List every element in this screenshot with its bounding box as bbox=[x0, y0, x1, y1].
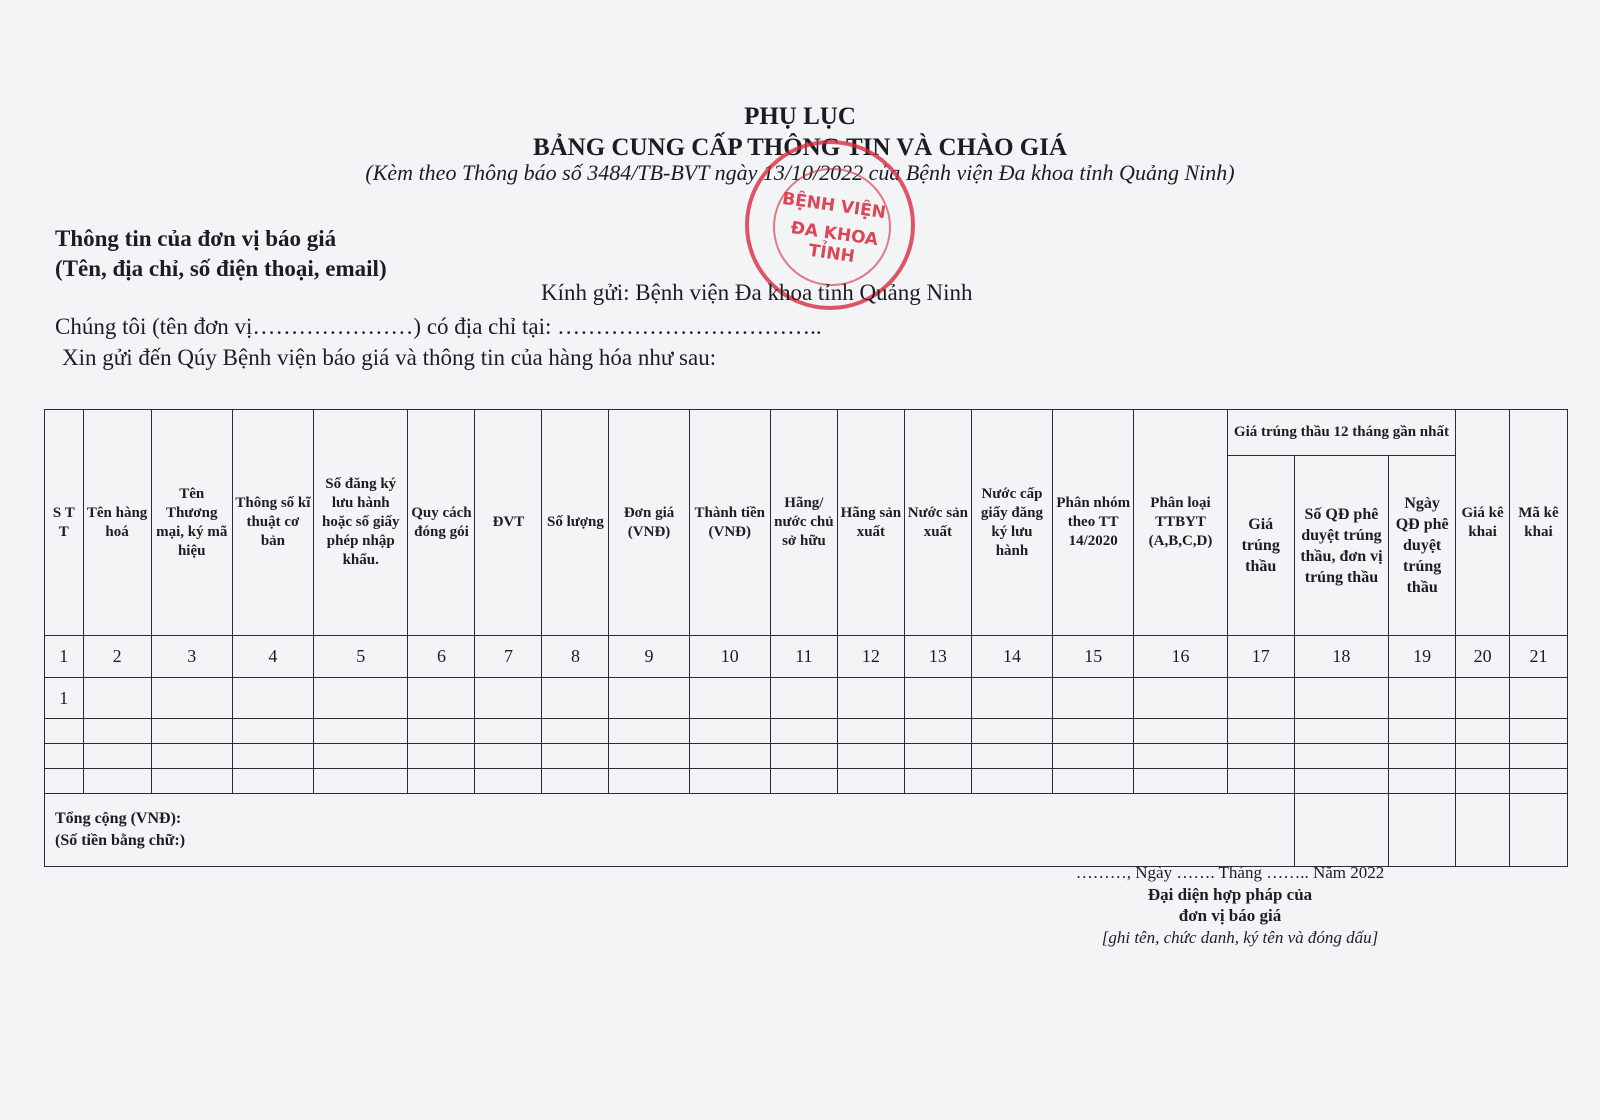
column-number: 21 bbox=[1509, 636, 1567, 678]
header-cell: Quy cách đóng gói bbox=[408, 410, 475, 636]
header-cell: Phân nhóm theo TT 14/2020 bbox=[1053, 410, 1134, 636]
column-number: 14 bbox=[971, 636, 1052, 678]
column-number: 4 bbox=[232, 636, 313, 678]
header-cell: Giá kê khai bbox=[1456, 410, 1510, 636]
header-cell: Nước cấp giấy đăng ký lưu hành bbox=[971, 410, 1052, 636]
column-number: 6 bbox=[408, 636, 475, 678]
column-number: 18 bbox=[1294, 636, 1388, 678]
signature-note: [ghi tên, chức danh, ký tên và đóng dấu] bbox=[1101, 928, 1379, 947]
column-number: 1 bbox=[45, 636, 84, 678]
header-cell: Số đăng ký lưu hành hoặc số giấy phép nhập khẩu. bbox=[314, 410, 408, 636]
column-number: 20 bbox=[1456, 636, 1510, 678]
header-cell: Tên Thương mại, ký mã hiệu bbox=[151, 410, 232, 636]
column-number: 7 bbox=[475, 636, 542, 678]
header-cell: Thông số kĩ thuật cơ bản bbox=[232, 410, 313, 636]
column-number: 5 bbox=[314, 636, 408, 678]
table-row bbox=[45, 719, 1568, 744]
header-cell: Đơn giá (VNĐ) bbox=[609, 410, 689, 636]
column-number: 2 bbox=[83, 636, 151, 678]
document-title: BẢNG CUNG CẤP THÔNG TIN VÀ CHÀO GIÁ bbox=[532, 134, 1068, 161]
header-cell: Thành tiền (VNĐ) bbox=[689, 410, 770, 636]
table-row bbox=[45, 677, 1568, 719]
subheader-cell: Ngày QĐ phê duyệt trúng thầu bbox=[1389, 455, 1456, 636]
column-number: 9 bbox=[609, 636, 689, 678]
signature-rep-2: đơn vị báo giá bbox=[1178, 906, 1282, 925]
document-subtitle: (Kèm theo Thông báo số 3484/TB-BVT ngày 13/10/2022 của Bệnh viện Đa khoa tỉnh Quảng Ninh) bbox=[365, 160, 1235, 185]
stamp-text-2: ĐA KHOA TỈNH bbox=[789, 218, 880, 268]
stamp-text-1: BỆNH VIỆN bbox=[780, 188, 888, 224]
header-cell: Hãng/ nước chủ sở hữu bbox=[770, 410, 837, 636]
request-line: Xin gửi đến Qúy Bệnh viện báo giá và thông tin của hàng hóa như sau: bbox=[62, 345, 717, 370]
appendix-title: PHỤ LỤC bbox=[744, 103, 856, 130]
total-amount-label: Tổng cộng (VNĐ): bbox=[55, 810, 182, 828]
column-number: 12 bbox=[837, 636, 904, 678]
header-cell: ĐVT bbox=[475, 410, 542, 636]
total-words-label: (Số tiền bằng chữ:) bbox=[55, 832, 186, 850]
column-number: 3 bbox=[151, 636, 232, 678]
column-number: 17 bbox=[1227, 636, 1294, 678]
subheader-cell: Giá trúng thầu bbox=[1227, 455, 1294, 636]
column-number: 19 bbox=[1389, 636, 1456, 678]
header-cell: S T T bbox=[45, 410, 84, 636]
header-cell: Phân loại TTBYT (A,B,C,D) bbox=[1134, 410, 1227, 636]
quotation-table bbox=[44, 409, 1568, 867]
header-cell: Số lượng bbox=[542, 410, 609, 636]
row-stt: 1 bbox=[45, 677, 84, 719]
header-cell: Mã kê khai bbox=[1509, 410, 1567, 636]
vendor-info-fields: (Tên, địa chỉ, số điện thoại, email) bbox=[55, 256, 387, 281]
intro-line: Chúng tôi (tên đơn vị…………………) có địa chỉ tại: …………………………….. bbox=[55, 314, 822, 339]
vendor-info-label: Thông tin của đơn vị báo giá bbox=[55, 226, 337, 251]
column-number: 8 bbox=[542, 636, 609, 678]
column-number: 11 bbox=[770, 636, 837, 678]
column-number: 13 bbox=[904, 636, 971, 678]
header-cell: Tên hàng hoá bbox=[83, 410, 151, 636]
signature-date: ………, Ngày ……. Tháng …….. Năm 2022 bbox=[1075, 863, 1385, 882]
total-row bbox=[45, 794, 1568, 867]
header-cell: Nước sản xuất bbox=[904, 410, 971, 636]
addressee: Kính gửi: Bệnh viện Đa khoa tỉnh Quảng Ninh bbox=[541, 280, 973, 305]
header-cell: Hãng sản xuất bbox=[837, 410, 904, 636]
table-row bbox=[45, 769, 1568, 794]
column-number: 15 bbox=[1053, 636, 1134, 678]
total-label bbox=[45, 794, 1295, 867]
column-number: 16 bbox=[1134, 636, 1227, 678]
signature-rep-1: Đại diện hợp pháp của bbox=[1147, 885, 1313, 904]
group-header-cell: Giá trúng thầu 12 tháng gần nhất bbox=[1227, 410, 1455, 456]
subheader-cell: Số QĐ phê duyệt trúng thầu, đơn vị trúng thầu bbox=[1294, 455, 1388, 636]
column-number: 10 bbox=[689, 636, 770, 678]
table-row bbox=[45, 744, 1568, 769]
